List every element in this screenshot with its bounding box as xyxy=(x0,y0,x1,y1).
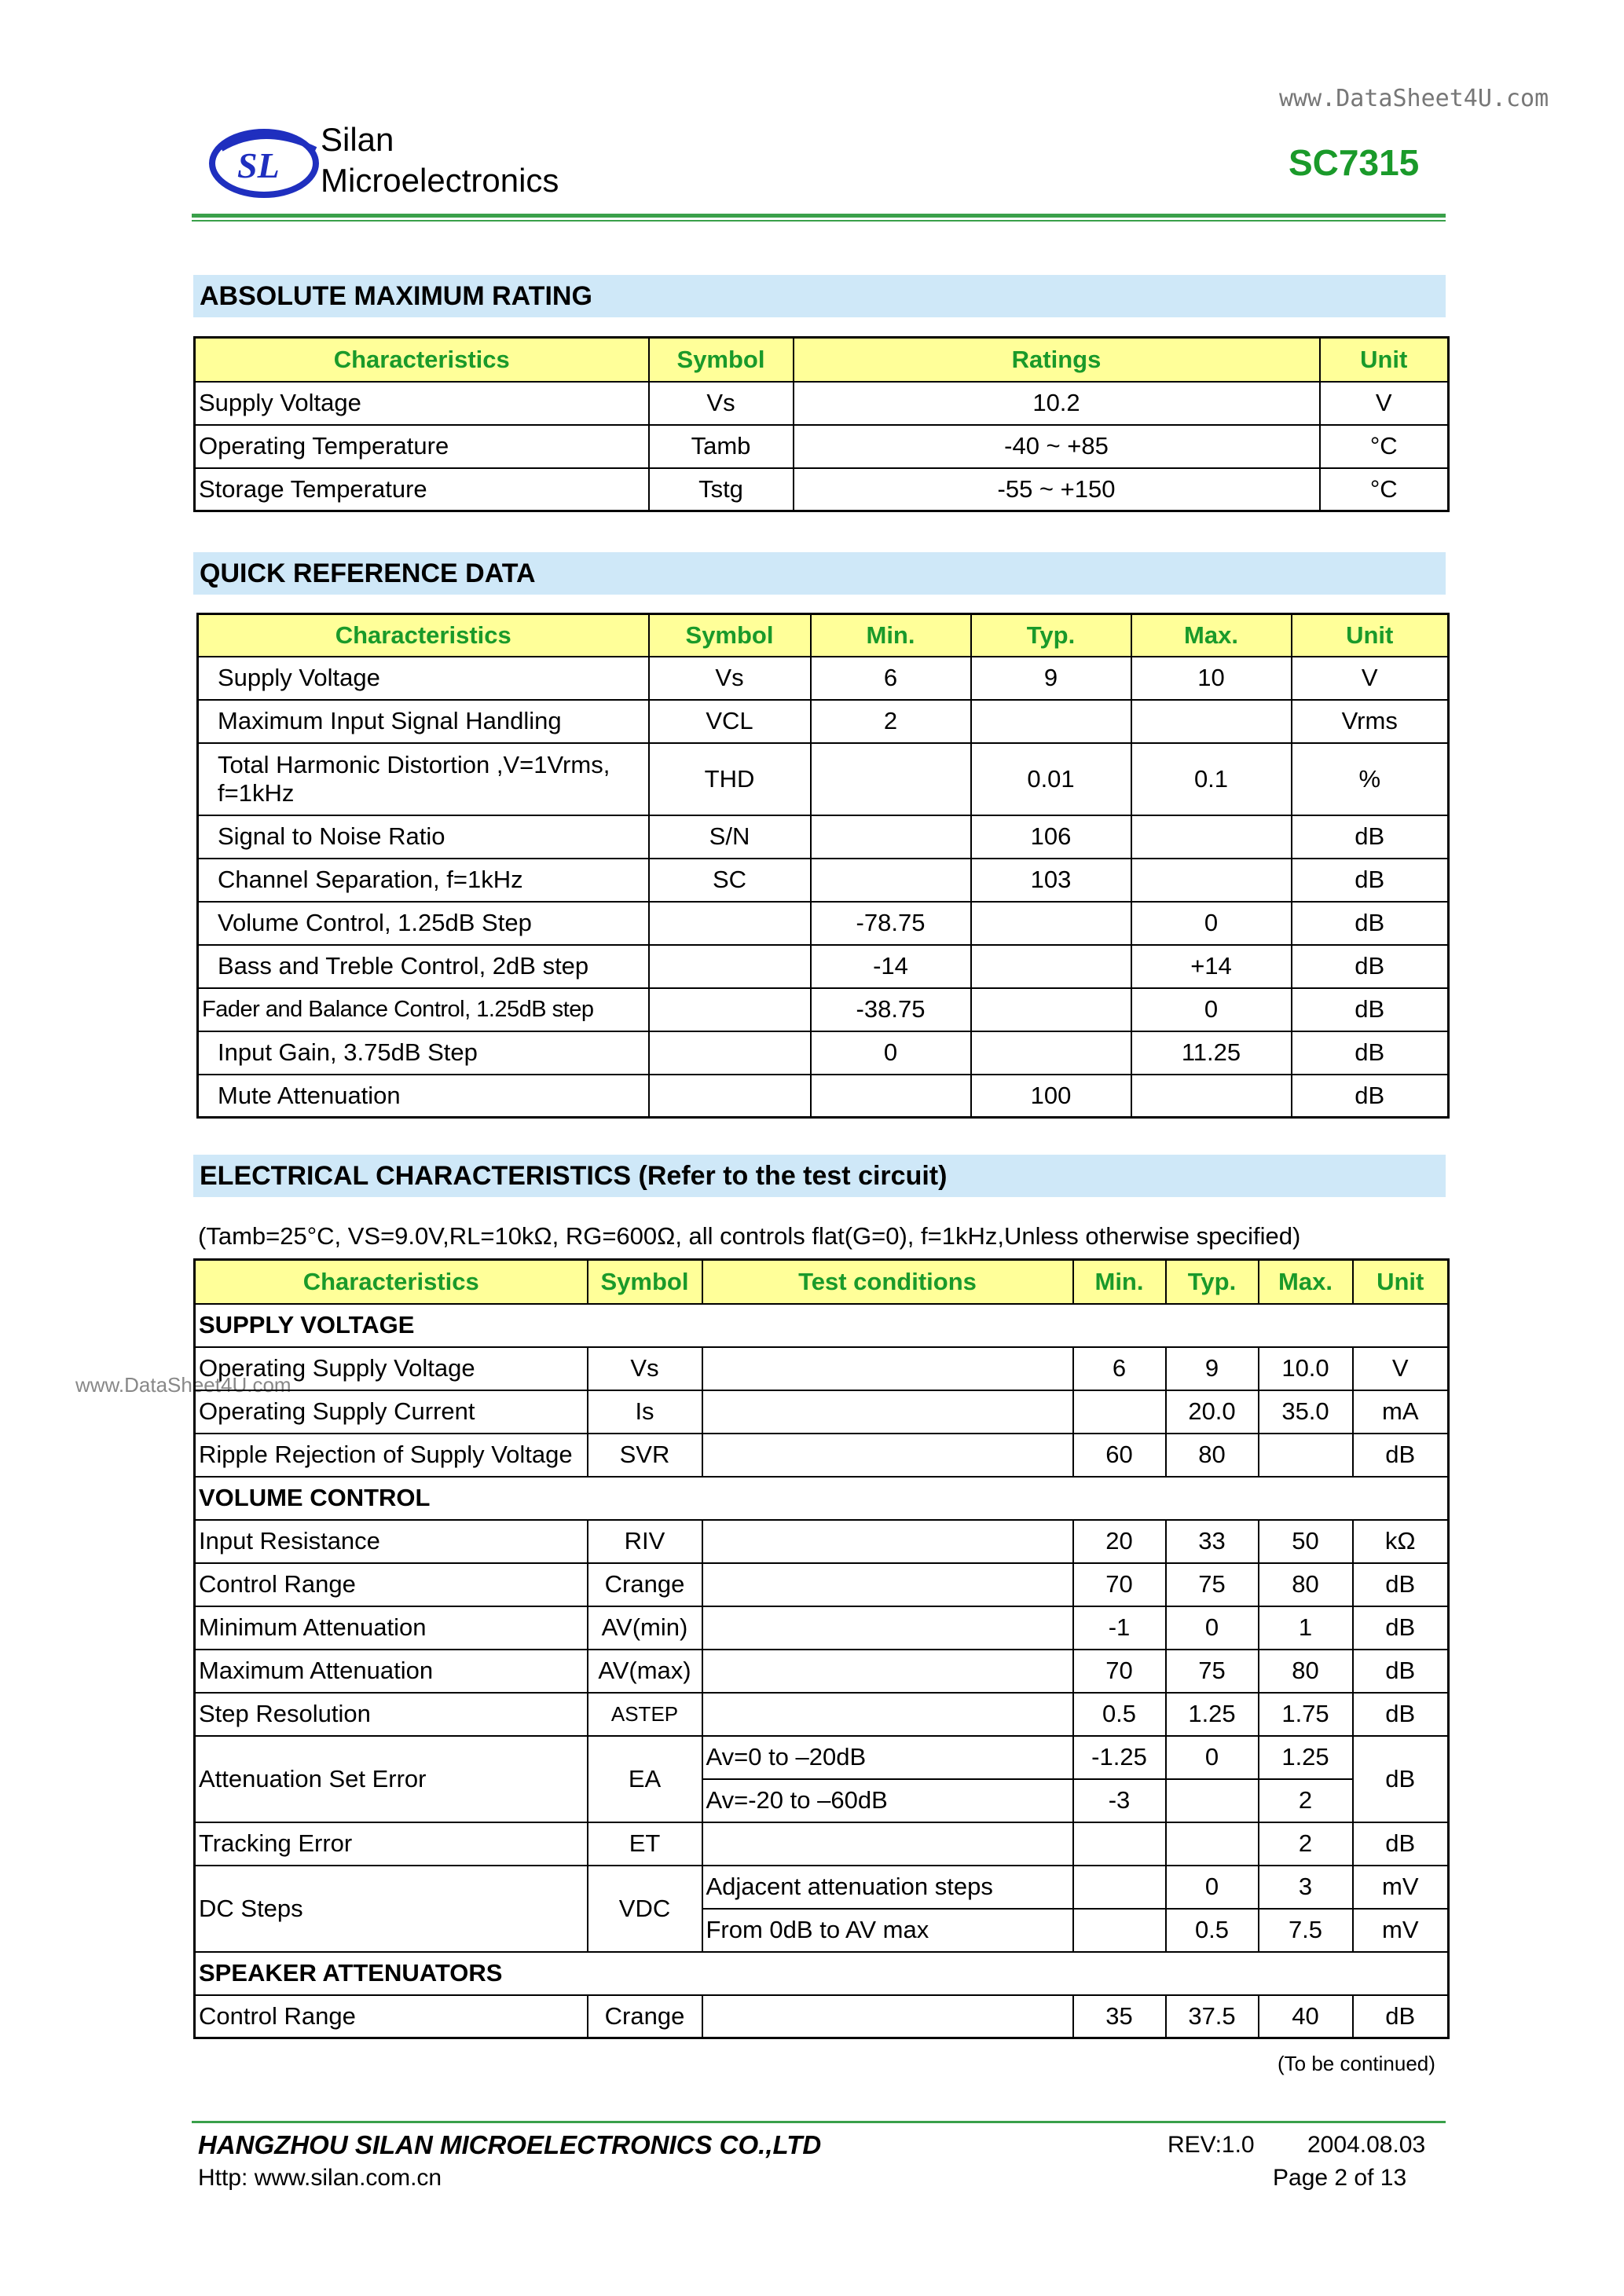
table-cell: mA xyxy=(1353,1390,1449,1434)
table-cell: 60 xyxy=(1073,1434,1166,1477)
header-rule xyxy=(192,214,1446,218)
table-cell: dB xyxy=(1292,902,1449,945)
table-cell: 1 xyxy=(1259,1606,1353,1650)
table-cell: 11.25 xyxy=(1131,1031,1292,1075)
table-cell xyxy=(702,1822,1073,1866)
footer-url: Http: www.silan.com.cn xyxy=(198,2165,442,2191)
column-header: Unit xyxy=(1320,338,1449,382)
table-cell: ASTEP xyxy=(588,1693,702,1736)
table-cell: dB xyxy=(1292,945,1449,988)
table-cell xyxy=(649,945,811,988)
table-cell: dB xyxy=(1292,859,1449,902)
table-cell xyxy=(702,1693,1073,1736)
table-cell: 10 xyxy=(1131,657,1292,700)
table-row xyxy=(198,657,1449,700)
abs-max-table xyxy=(193,336,1450,512)
table-cell xyxy=(1073,1866,1166,1909)
table-cell: SVR xyxy=(588,1434,702,1477)
table-row xyxy=(195,1606,1449,1650)
table-cell: Operating Supply Current xyxy=(195,1390,588,1434)
table-cell: 10.2 xyxy=(794,382,1320,425)
table-cell: 0 xyxy=(1166,1606,1259,1650)
table-cell: °C xyxy=(1320,425,1449,468)
table-row xyxy=(195,1693,1449,1736)
table-cell: 1.25 xyxy=(1259,1736,1353,1779)
table-cell: -40 ~ +85 xyxy=(794,425,1320,468)
table-cell: dB xyxy=(1353,1434,1449,1477)
thd-line2: f=1kHz xyxy=(218,778,295,807)
table-cell: Supply Voltage xyxy=(198,657,649,700)
table-cell: Input Gain, 3.75dB Step xyxy=(198,1031,649,1075)
table-cell: 0 xyxy=(1131,988,1292,1031)
subsection-row xyxy=(195,1304,1449,1347)
table-row xyxy=(195,1347,1449,1390)
column-header: Characteristics xyxy=(195,1260,588,1304)
table-cell: 2 xyxy=(1259,1779,1353,1822)
table-cell: 50 xyxy=(1259,1520,1353,1563)
table-cell: 0 xyxy=(1166,1866,1259,1909)
table-row xyxy=(198,902,1449,945)
table-cell: Maximum Input Signal Handling xyxy=(198,700,649,743)
table-cell: Crange xyxy=(588,1995,702,2038)
company-name-line1: Silan xyxy=(321,121,394,158)
table-cell: Is xyxy=(588,1390,702,1434)
section-title-quick-ref: QUICK REFERENCE DATA xyxy=(193,552,1446,595)
table-cell xyxy=(1073,1390,1166,1434)
watermark-top: www.DataSheet4U.com xyxy=(1279,85,1549,112)
table-cell: dB xyxy=(1353,1606,1449,1650)
table-cell xyxy=(1259,1434,1353,1477)
header-rule-thin xyxy=(192,220,1446,222)
table-cell: 0 xyxy=(811,1031,971,1075)
table-cell xyxy=(971,988,1131,1031)
table-row xyxy=(198,988,1449,1031)
table-cell xyxy=(702,1606,1073,1650)
table-cell: Bass and Treble Control, 2dB step xyxy=(198,945,649,988)
column-header: Max. xyxy=(1259,1260,1353,1304)
part-number: SC7315 xyxy=(1289,142,1420,183)
table-cell: Fader and Balance Control, 1.25dB step xyxy=(198,988,649,1031)
column-header: Max. xyxy=(1131,614,1292,657)
table-cell: Supply Voltage xyxy=(195,382,649,425)
table-cell: 9 xyxy=(1166,1347,1259,1390)
table-cell: 0.5 xyxy=(1166,1909,1259,1952)
table-cell xyxy=(811,1075,971,1118)
table-cell: dB xyxy=(1353,1563,1449,1606)
table-cell: mV xyxy=(1353,1866,1449,1909)
table-cell: S/N xyxy=(649,815,811,859)
table-cell xyxy=(1166,1822,1259,1866)
table-cell: Adjacent attenuation steps xyxy=(702,1866,1073,1909)
table-cell xyxy=(971,1031,1131,1075)
table-cell: dB xyxy=(1292,815,1449,859)
table-cell: ET xyxy=(588,1822,702,1866)
column-header: Symbol xyxy=(588,1260,702,1304)
table-cell xyxy=(1131,700,1292,743)
table-cell: +14 xyxy=(1131,945,1292,988)
table-cell: dB xyxy=(1353,1693,1449,1736)
table-cell: dB xyxy=(1292,1031,1449,1075)
quick-ref-table xyxy=(196,613,1450,1119)
table-cell: dB xyxy=(1292,988,1449,1031)
table-header-row xyxy=(195,1260,1449,1304)
table-cell: dB xyxy=(1353,1736,1449,1822)
subsection-row xyxy=(195,1477,1449,1520)
subsection-title: SUPPLY VOLTAGE xyxy=(195,1304,1449,1347)
table-row xyxy=(195,1736,1449,1779)
table-cell: Control Range xyxy=(195,1995,588,2038)
table-row xyxy=(195,1563,1449,1606)
table-cell: mV xyxy=(1353,1909,1449,1952)
table-cell: 37.5 xyxy=(1166,1995,1259,2038)
table-cell: V xyxy=(1320,382,1449,425)
column-header: Symbol xyxy=(649,338,794,382)
table-cell: 75 xyxy=(1166,1563,1259,1606)
table-cell: 106 xyxy=(971,815,1131,859)
table-cell xyxy=(1131,859,1292,902)
table-cell: Operating Supply Voltage xyxy=(195,1347,588,1390)
table-cell: Ripple Rejection of Supply Voltage xyxy=(195,1434,588,1477)
table-cell: Vs xyxy=(649,657,811,700)
table-cell: 0 xyxy=(1131,902,1292,945)
table-cell: 2 xyxy=(1259,1822,1353,1866)
table-cell: -14 xyxy=(811,945,971,988)
table-row xyxy=(198,859,1449,902)
table-cell: 70 xyxy=(1073,1650,1166,1693)
table-cell: SC xyxy=(649,859,811,902)
column-header: Min. xyxy=(1073,1260,1166,1304)
table-cell xyxy=(702,1390,1073,1434)
electrical-table xyxy=(193,1258,1450,2039)
table-row xyxy=(195,1822,1449,1866)
table-cell: 1.25 xyxy=(1166,1693,1259,1736)
table-cell xyxy=(649,988,811,1031)
table-cell: Tracking Error xyxy=(195,1822,588,1866)
table-cell: 20.0 xyxy=(1166,1390,1259,1434)
table-row xyxy=(198,1031,1449,1075)
column-header: Unit xyxy=(1353,1260,1449,1304)
table-cell: Control Range xyxy=(195,1563,588,1606)
silan-logo xyxy=(206,126,325,201)
company-name-line2: Microelectronics xyxy=(321,162,559,199)
table-cell: 0.5 xyxy=(1073,1693,1166,1736)
table-row xyxy=(195,468,1449,511)
table-cell: DC Steps xyxy=(195,1866,588,1952)
table-cell: Tstg xyxy=(649,468,794,511)
table-cell: 20 xyxy=(1073,1520,1166,1563)
table-cell: Vrms xyxy=(1292,700,1449,743)
table-cell: Tamb xyxy=(649,425,794,468)
table-cell: 6 xyxy=(811,657,971,700)
column-header: Characteristics xyxy=(195,338,649,382)
table-cell: 103 xyxy=(971,859,1131,902)
table-cell: EA xyxy=(588,1736,702,1822)
table-row xyxy=(198,743,1449,815)
column-header: Test conditions xyxy=(702,1260,1073,1304)
section-title-abs-max: ABSOLUTE MAXIMUM RATING xyxy=(193,275,1446,317)
table-header-row xyxy=(195,338,1449,382)
table-cell: Signal to Noise Ratio xyxy=(198,815,649,859)
table-cell: 1.75 xyxy=(1259,1693,1353,1736)
table-cell: -78.75 xyxy=(811,902,971,945)
table-cell: -55 ~ +150 xyxy=(794,468,1320,511)
table-cell: 80 xyxy=(1259,1650,1353,1693)
table-row xyxy=(198,945,1449,988)
table-cell: Operating Temperature xyxy=(195,425,649,468)
table-row xyxy=(195,1650,1449,1693)
table-cell: -3 xyxy=(1073,1779,1166,1822)
table-cell: VDC xyxy=(588,1866,702,1952)
table-cell xyxy=(1131,815,1292,859)
table-cell: Step Resolution xyxy=(195,1693,588,1736)
table-cell: Minimum Attenuation xyxy=(195,1606,588,1650)
table-cell: V xyxy=(1292,657,1449,700)
table-cell xyxy=(971,945,1131,988)
table-cell: dB xyxy=(1353,1822,1449,1866)
column-header: Typ. xyxy=(971,614,1131,657)
table-row xyxy=(195,1390,1449,1434)
table-cell: 6 xyxy=(1073,1347,1166,1390)
subsection-title: VOLUME CONTROL xyxy=(195,1477,1449,1520)
column-header: Typ. xyxy=(1166,1260,1259,1304)
table-cell xyxy=(811,743,971,815)
footer-rule xyxy=(192,2121,1446,2123)
footer-company: HANGZHOU SILAN MICROELECTRONICS CO.,LTD xyxy=(198,2130,822,2159)
table-cell xyxy=(649,1031,811,1075)
table-cell: % xyxy=(1292,743,1449,815)
table-cell: dB xyxy=(1353,1995,1449,2038)
table-cell: -1.25 xyxy=(1073,1736,1166,1779)
table-cell: 7.5 xyxy=(1259,1909,1353,1952)
table-cell: dB xyxy=(1292,1075,1449,1118)
table-cell xyxy=(702,1520,1073,1563)
table-cell: °C xyxy=(1320,468,1449,511)
table-cell: Vs xyxy=(588,1347,702,1390)
table-cell: Mute Attenuation xyxy=(198,1075,649,1118)
table-cell: VCL xyxy=(649,700,811,743)
table-cell: 80 xyxy=(1166,1434,1259,1477)
continued-note: (To be continued) xyxy=(1278,2052,1435,2075)
footer-page-number: Page 2 of 13 xyxy=(1273,2165,1407,2191)
column-header: Ratings xyxy=(794,338,1320,382)
table-header-row xyxy=(198,614,1449,657)
column-header: Unit xyxy=(1292,614,1449,657)
table-cell: RIV xyxy=(588,1520,702,1563)
table-cell: Av=-20 to –60dB xyxy=(702,1779,1073,1822)
table-cell xyxy=(702,1995,1073,2038)
table-cell: kΩ xyxy=(1353,1520,1449,1563)
column-header: Characteristics xyxy=(198,614,649,657)
table-row xyxy=(198,700,1449,743)
table-cell: 33 xyxy=(1166,1520,1259,1563)
table-cell: 3 xyxy=(1259,1866,1353,1909)
table-row xyxy=(195,1520,1449,1563)
table-cell xyxy=(1073,1909,1166,1952)
table-cell: Vs xyxy=(649,382,794,425)
table-row xyxy=(195,425,1449,468)
table-row xyxy=(195,1434,1449,1477)
table-row xyxy=(195,382,1449,425)
table-cell: 35 xyxy=(1073,1995,1166,2038)
table-cell xyxy=(702,1347,1073,1390)
table-cell: 0 xyxy=(1166,1736,1259,1779)
table-row xyxy=(195,1995,1449,2038)
column-header: Symbol xyxy=(649,614,811,657)
table-cell: 100 xyxy=(971,1075,1131,1118)
footer-revision: REV:1.0 xyxy=(1168,2132,1255,2158)
table-cell: Storage Temperature xyxy=(195,468,649,511)
table-cell: 75 xyxy=(1166,1650,1259,1693)
table-cell: -1 xyxy=(1073,1606,1166,1650)
table-cell: V xyxy=(1353,1347,1449,1390)
table-cell xyxy=(1131,1075,1292,1118)
table-cell: 0.01 xyxy=(971,743,1131,815)
table-cell: Channel Separation, f=1kHz xyxy=(198,859,649,902)
table-cell xyxy=(649,902,811,945)
table-cell: Input Resistance xyxy=(195,1520,588,1563)
table-cell: 9 xyxy=(971,657,1131,700)
table-cell: 0.1 xyxy=(1131,743,1292,815)
watermark-side: www.DataSheet4U.com xyxy=(75,1373,291,1397)
table-cell xyxy=(702,1650,1073,1693)
column-header: Min. xyxy=(811,614,971,657)
table-cell: 2 xyxy=(811,700,971,743)
table-cell: Attenuation Set Error xyxy=(195,1736,588,1822)
thd-line1: Total Harmonic Distortion ,V=1Vrms, xyxy=(218,750,610,778)
table-cell: 80 xyxy=(1259,1563,1353,1606)
table-cell xyxy=(971,700,1131,743)
table-cell xyxy=(1166,1779,1259,1822)
subsection-row xyxy=(195,1952,1449,1995)
table-cell: 40 xyxy=(1259,1995,1353,2038)
table-cell xyxy=(702,1563,1073,1606)
table-cell: 35.0 xyxy=(1259,1390,1353,1434)
subsection-title: SPEAKER ATTENUATORS xyxy=(195,1952,1449,1995)
section-title-electrical: ELECTRICAL CHARACTERISTICS (Refer to the test circuit) xyxy=(193,1155,1446,1197)
table-cell: Maximum Attenuation xyxy=(195,1650,588,1693)
table-cell xyxy=(971,902,1131,945)
table-cell: Av=0 to –20dB xyxy=(702,1736,1073,1779)
table-cell: Volume Control, 1.25dB Step xyxy=(198,902,649,945)
test-conditions-note: (Tamb=25°C, VS=9.0V,RL=10kΩ, RG=600Ω, all controls flat(G=0), f=1kHz,Unless otherwise specified) xyxy=(198,1222,1301,1250)
table-cell: 10.0 xyxy=(1259,1347,1353,1390)
footer-date: 2004.08.03 xyxy=(1307,2132,1426,2158)
table-cell-thd xyxy=(198,743,649,815)
table-cell xyxy=(649,1075,811,1118)
table-cell xyxy=(702,1434,1073,1477)
table-cell: dB xyxy=(1353,1650,1449,1693)
table-cell xyxy=(811,859,971,902)
table-row xyxy=(198,1075,1449,1118)
table-cell: 70 xyxy=(1073,1563,1166,1606)
table-row xyxy=(198,815,1449,859)
table-cell: -38.75 xyxy=(811,988,971,1031)
table-cell: AV(max) xyxy=(588,1650,702,1693)
table-cell: THD xyxy=(649,743,811,815)
table-row xyxy=(195,1866,1449,1909)
logo-text: SL xyxy=(237,145,280,185)
table-cell: Crange xyxy=(588,1563,702,1606)
table-cell: From 0dB to AV max xyxy=(702,1909,1073,1952)
table-cell: AV(min) xyxy=(588,1606,702,1650)
table-cell xyxy=(1073,1822,1166,1866)
table-cell xyxy=(811,815,971,859)
